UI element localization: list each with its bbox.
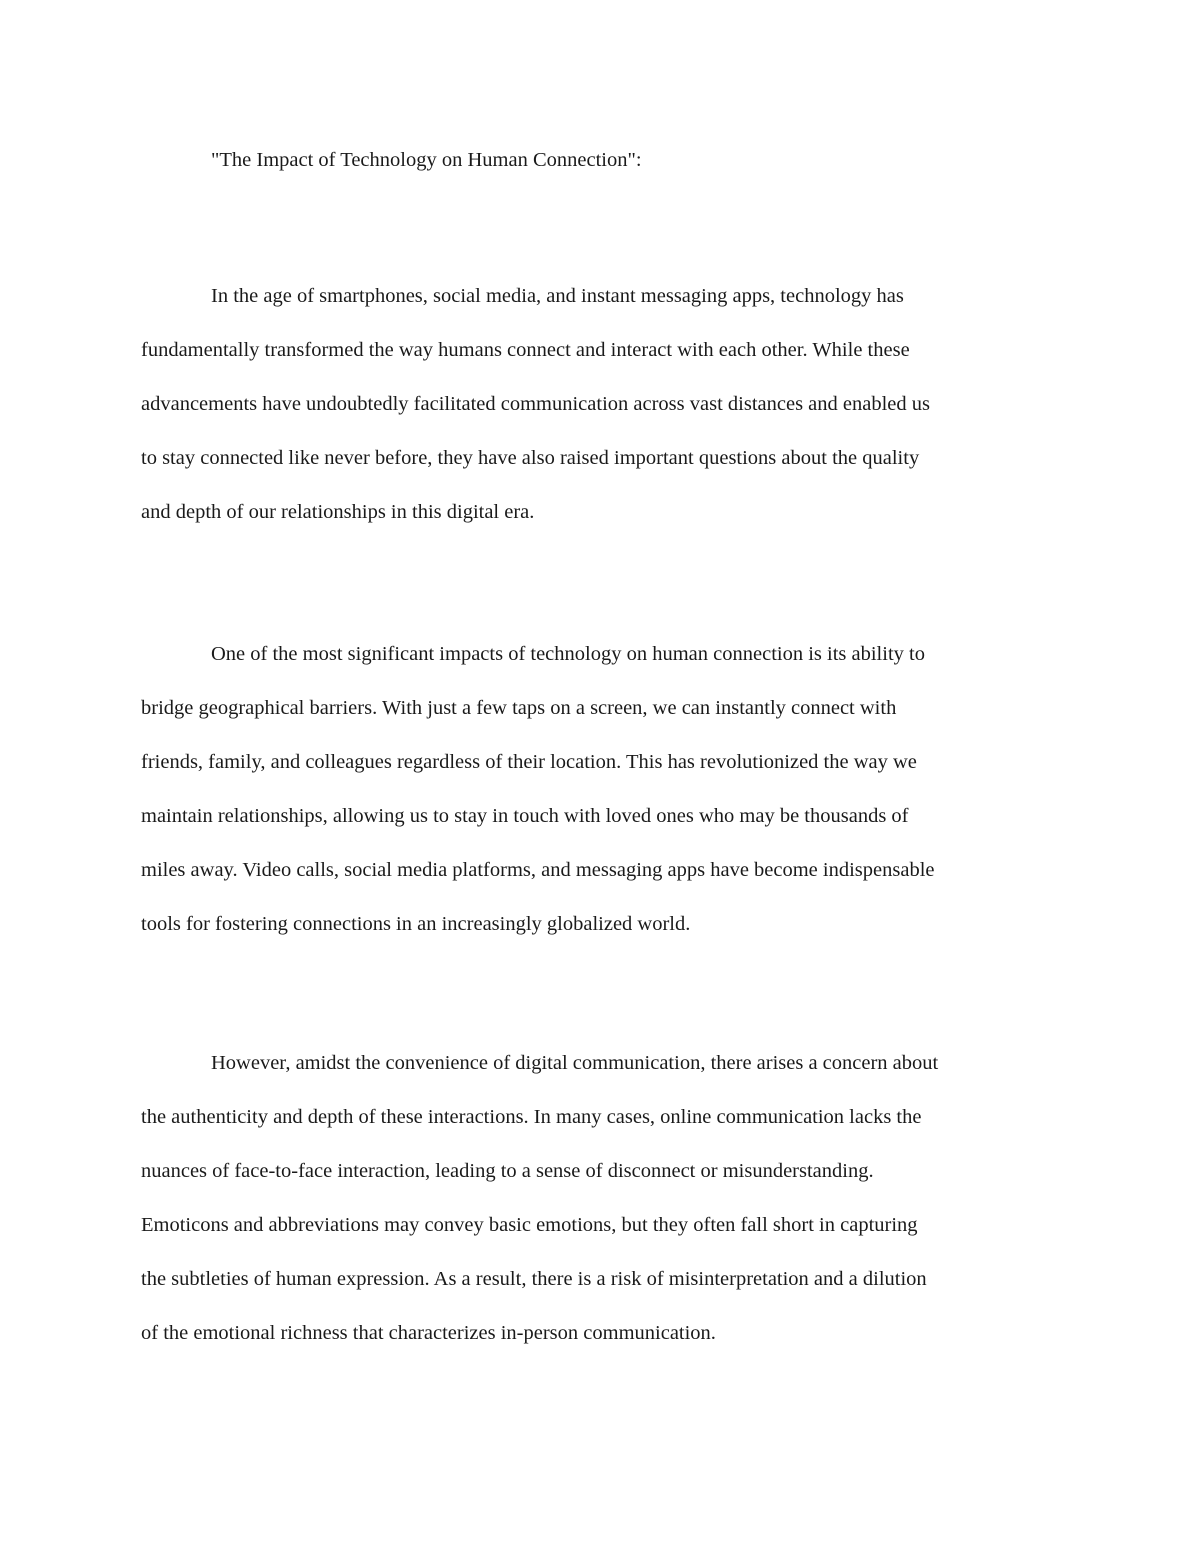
paragraph-line: fundamentally transformed the way humans connect and interact with each other. While these <box>141 339 910 361</box>
paragraph-line: One of the most significant impacts of technology on human connection is its ability to <box>211 643 925 665</box>
paragraph-line: the authenticity and depth of these interactions. In many cases, online communication lacks the <box>141 1106 922 1128</box>
paragraph-line: However, amidst the convenience of digital communication, there arises a concern about <box>211 1052 939 1074</box>
paragraph-line: the subtleties of human expression. As a result, there is a risk of misinterpretation and a dilution <box>141 1268 927 1290</box>
paragraph-line: of the emotional richness that characterizes in-person communication. <box>141 1322 716 1344</box>
paragraph-line: tools for fostering connections in an increasingly globalized world. <box>141 913 691 935</box>
paragraph-line: bridge geographical barriers. With just a few taps on a screen, we can instantly connect with <box>141 697 897 719</box>
paragraph-line: nuances of face-to-face interaction, leading to a sense of disconnect or misunderstanding. <box>141 1160 874 1182</box>
paragraph-line: and depth of our relationships in this digital era. <box>141 501 535 523</box>
paragraph-2 <box>141 640 1053 964</box>
paragraph-1 <box>141 282 1053 552</box>
paragraph-line: miles away. Video calls, social media platforms, and messaging apps have become indispensable <box>141 859 935 881</box>
document-title: "The Impact of Technology on Human Connection": <box>211 149 642 171</box>
paragraph-line: to stay connected like never before, they have also raised important questions about the quality <box>141 447 920 469</box>
paragraph-line: In the age of smartphones, social media, and instant messaging apps, technology has <box>211 285 904 307</box>
paragraph-line: friends, family, and colleagues regardless of their location. This has revolutionized the way we <box>141 751 917 773</box>
paragraph-line: advancements have undoubtedly facilitated communication across vast distances and enabled us <box>141 393 930 415</box>
paragraph-line: maintain relationships, allowing us to stay in touch with loved ones who may be thousands of <box>141 805 909 827</box>
paragraph-line: Emoticons and abbreviations may convey basic emotions, but they often fall short in capturing <box>141 1214 918 1236</box>
paragraph-3 <box>141 1049 1053 1373</box>
